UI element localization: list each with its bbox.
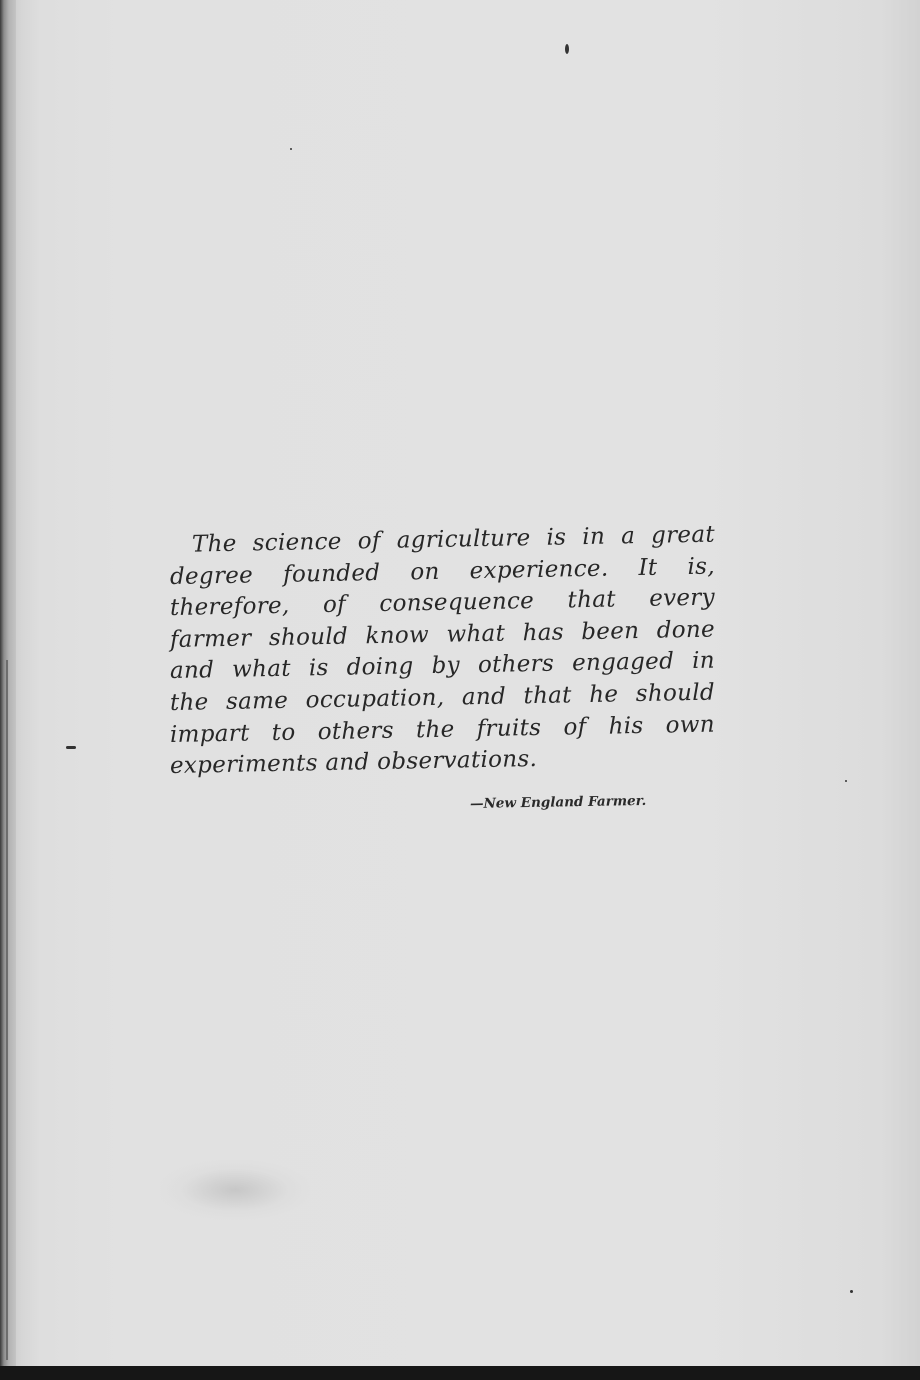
quote-line: impart to others the fruits of his own: [169, 711, 716, 748]
quote-line: experiments and observations.: [169, 746, 538, 780]
quote-line: The science of agriculture is in a great: [191, 521, 716, 558]
ink-speck: [66, 746, 76, 749]
ink-speck: [565, 44, 569, 54]
scan-bottom-edge: [0, 1366, 920, 1380]
quote-line: therefore, of consequence that every: [169, 584, 716, 622]
page-binding-edge: [0, 0, 16, 1366]
quote-line: and what is doing by others engaged in: [169, 647, 716, 685]
page-smudge: [160, 1160, 310, 1220]
quote-line: degree founded on experience. It is,: [169, 553, 716, 590]
quote-line: farmer should know what has been done: [169, 616, 716, 653]
ink-speck: [850, 1290, 853, 1293]
epigraph-quote: [169, 521, 716, 783]
ink-speck: [290, 148, 292, 150]
quote-line: the same occupation, and that he should: [169, 679, 716, 716]
quote-attribution: —New England Farmer.: [469, 792, 647, 812]
binding-shadow-line: [6, 660, 8, 1360]
ink-speck: [845, 780, 847, 782]
